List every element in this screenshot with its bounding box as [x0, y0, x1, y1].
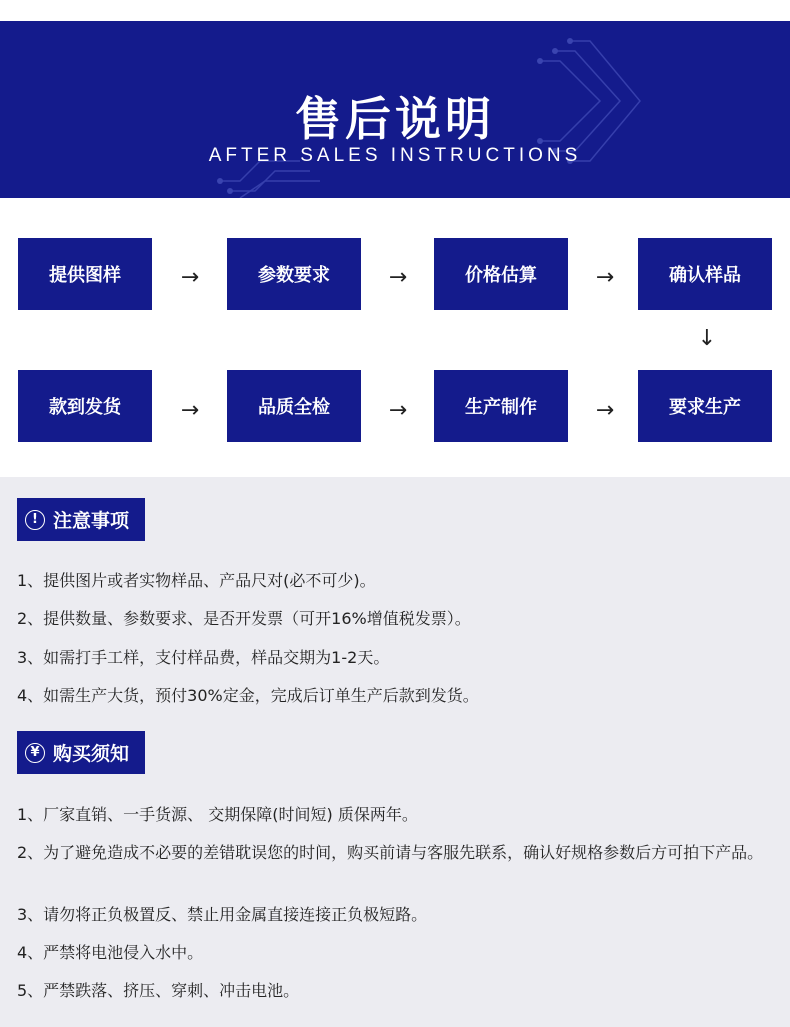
notice-item: 1、提供图片或者实物样品、产品尺对(必不可少)。 — [17, 571, 376, 590]
flow-step-7: 品质全检 — [227, 370, 361, 442]
exclamation-circle-icon: ! — [25, 510, 45, 530]
notice-item: 2、提供数量、参数要求、是否开发票（可开16%增值税发票）。 — [17, 609, 471, 628]
purchase-item: 3、请勿将正负极置反、禁止用金属直接连接正负极短路。 — [17, 905, 428, 924]
flow-step-6: 生产制作 — [434, 370, 568, 442]
flow-step-5: 要求生产 — [638, 370, 772, 442]
right-arrow-icon: → — [388, 265, 408, 290]
notice-item: 3、如需打手工样，支付样品费，样品交期为1-2天。 — [17, 648, 390, 667]
right-arrow-icon: → — [388, 398, 408, 423]
purchase-heading — [17, 731, 145, 774]
right-arrow-icon: → — [595, 398, 615, 423]
page-title: 售后说明 — [295, 92, 495, 146]
purchase-item: 4、严禁将电池侵入水中。 — [17, 943, 204, 962]
purchase-title: 购买须知 — [53, 743, 130, 765]
purchase-item: 1、厂家直销、一手货源、 交期保障(时间短) 质保两年。 — [17, 805, 418, 824]
page-subtitle: AFTER SALES INSTRUCTIONS — [208, 145, 582, 166]
right-arrow-icon: → — [180, 265, 200, 290]
notice-item: 4、如需生产大货，预付30%定金，完成后订单生产后款到发货。 — [17, 686, 479, 705]
flow-step-8: 款到发货 — [18, 370, 152, 442]
purchase-item: 5、严禁跌落、挤压、穿刺、冲击电池。 — [17, 981, 300, 1000]
notice-title: 注意事项 — [53, 510, 130, 532]
purchase-item: 2、为了避免造成不必要的差错耽误您的时间，购买前请与客服先联系，确认好规格参数后方可拍下产品。 — [17, 843, 764, 862]
flow-step-4: 确认样品 — [638, 238, 772, 310]
down-arrow-icon: ↓ — [697, 326, 717, 351]
header-banner — [0, 21, 790, 198]
flow-step-2: 参数要求 — [227, 238, 361, 310]
right-arrow-icon: → — [180, 398, 200, 423]
right-arrow-icon: → — [595, 265, 615, 290]
notice-heading — [17, 498, 145, 541]
yen-circle-icon: ¥ — [25, 743, 45, 763]
flow-step-3: 价格估算 — [434, 238, 568, 310]
notes-section — [0, 477, 790, 1027]
flow-step-1: 提供图样 — [18, 238, 152, 310]
